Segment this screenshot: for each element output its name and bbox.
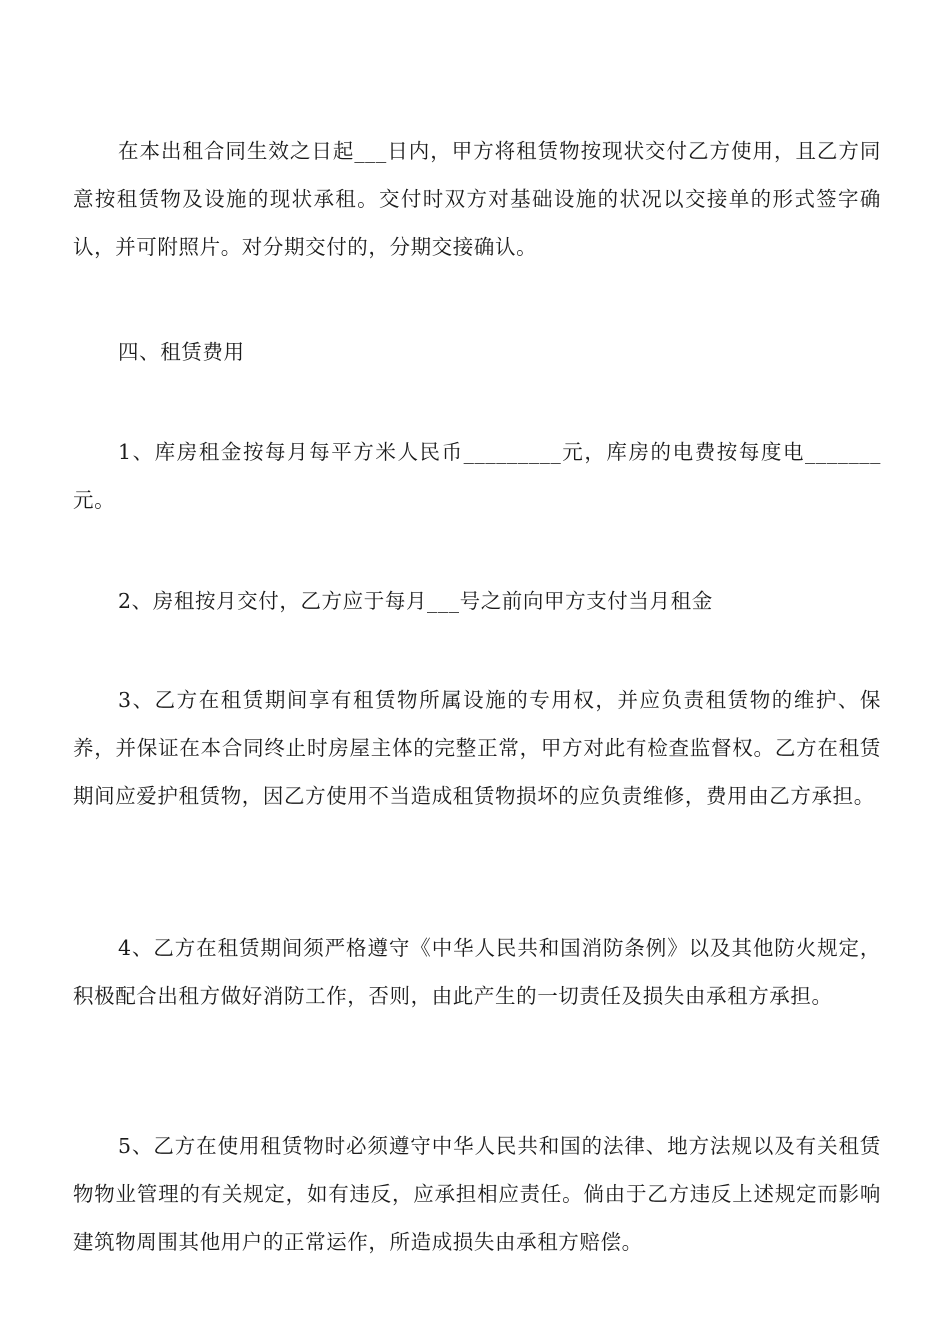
paragraph-clause-5: 5、乙方在使用租赁物时必须遵守中华人民共和国的法律、地方法规以及有关租赁物物业管理的有关规定，如有违反，应承担相应责任。倘由于乙方违反上述规定而影响建筑物周围其他用户的正常运作，所造成损失由承租方赔偿。 [73, 1134, 881, 1254]
paragraph-clause-3: 3、乙方在租赁期间享有租赁物所属设施的专用权，并应负责租赁物的维护、保养，并保证在本合同终止时房屋主体的完整正常，甲方对此有检查监督权。乙方在租赁期间应爱护租赁物，因乙方使用不当造成租赁物损坏的应负责维修，费用由乙方承担。 [73, 688, 881, 808]
paragraph-clause-1: 1、库房租金按每月每平方米人民币_________元，库房的电费按每度电_______元。 [73, 440, 881, 512]
section-heading-rental-fees: 四、租赁费用 [118, 340, 245, 364]
paragraph-clause-2: 2、房租按月交付，乙方应于每月___号之前向甲方支付当月租金 [118, 589, 713, 613]
paragraph-clause-4: 4、乙方在租赁期间须严格遵守《中华人民共和国消防条例》以及其他防火规定，积极配合出租方做好消防工作，否则，由此产生的一切责任及损失由承租方承担。 [73, 936, 881, 1008]
paragraph-delivery: 在本出租合同生效之日起___日内，甲方将租赁物按现状交付乙方使用，且乙方同意按租赁物及设施的现状承租。交付时双方对基础设施的状况以交接单的形式签字确认，并可附照片。对分期交付的，分期交接确认。 [73, 139, 881, 259]
